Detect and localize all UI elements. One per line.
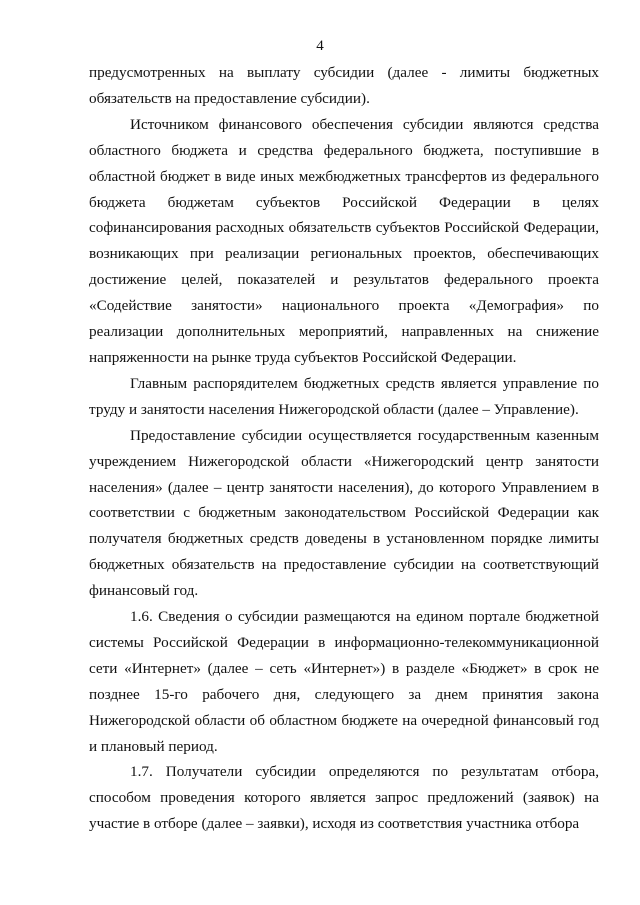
paragraph-funding-source: Источником финансового обеспечения субсидии являются средства областного бюджета и средства федерального бюджета, поступившие в областной бюджет в виде иных межбюджетных трансфертов из федерального бюджета бюджетам субъектов Российской Федерации в целях софинансирования расходных обязательств субъектов Российской Федерации, возникающих при реализации региональных проектов, обеспечивающих достижение целей, показателей и результатов федерального проекта «Содействие занятости» национального проекта «Демография» по реализации дополнительных мероприятий, направленных на снижение напряженности на рынке труда субъектов Российской Федерации. — [89, 115, 599, 366]
paragraph-section-1-7: 1.7. Получатели субсидии определяются по результатам отбора, способом проведения которого является запрос предложений (заявок) на участие в отборе (далее – заявки), исходя из соответствия участника отбора — [89, 763, 599, 833]
page-number: 4 — [316, 38, 324, 54]
paragraph-subsidy-provision: Предоставление субсидии осуществляется государственным казенным учреждением Нижегородской области «Нижегородский центр занятости населения» (далее – центр занятости населения), до которого Управлением в соответствии с бюджетным законодательством Российской Федерации как получателя бюджетных средств доведены в установленном порядке лимиты бюджетных обязательств на предоставление субсидии на соответствующий финансовый год. — [89, 426, 599, 600]
paragraph-chief-administrator: Главным распорядителем бюджетных средств является управление по труду и занятости населения Нижегородской области (далее – Управление). — [89, 374, 599, 418]
paragraph-section-1-6: 1.6. Сведения о субсидии размещаются на едином портале бюджетной системы Российской Федерации в информационно-телекоммуникационной сети «Интернет» (далее – сеть «Интернет») в разделе «Бюджет» в срок не позднее 15-го рабочего дня, следующего за днем принятия закона Нижегородской области об областном бюджете на очередной финансовый год и плановый период. — [89, 608, 599, 755]
paragraph-limits-continuation: предусмотренных на выплату субсидии (далее - лимиты бюджетных обязательств на предоставление субсидии). — [89, 64, 599, 107]
document-body — [89, 60, 599, 837]
